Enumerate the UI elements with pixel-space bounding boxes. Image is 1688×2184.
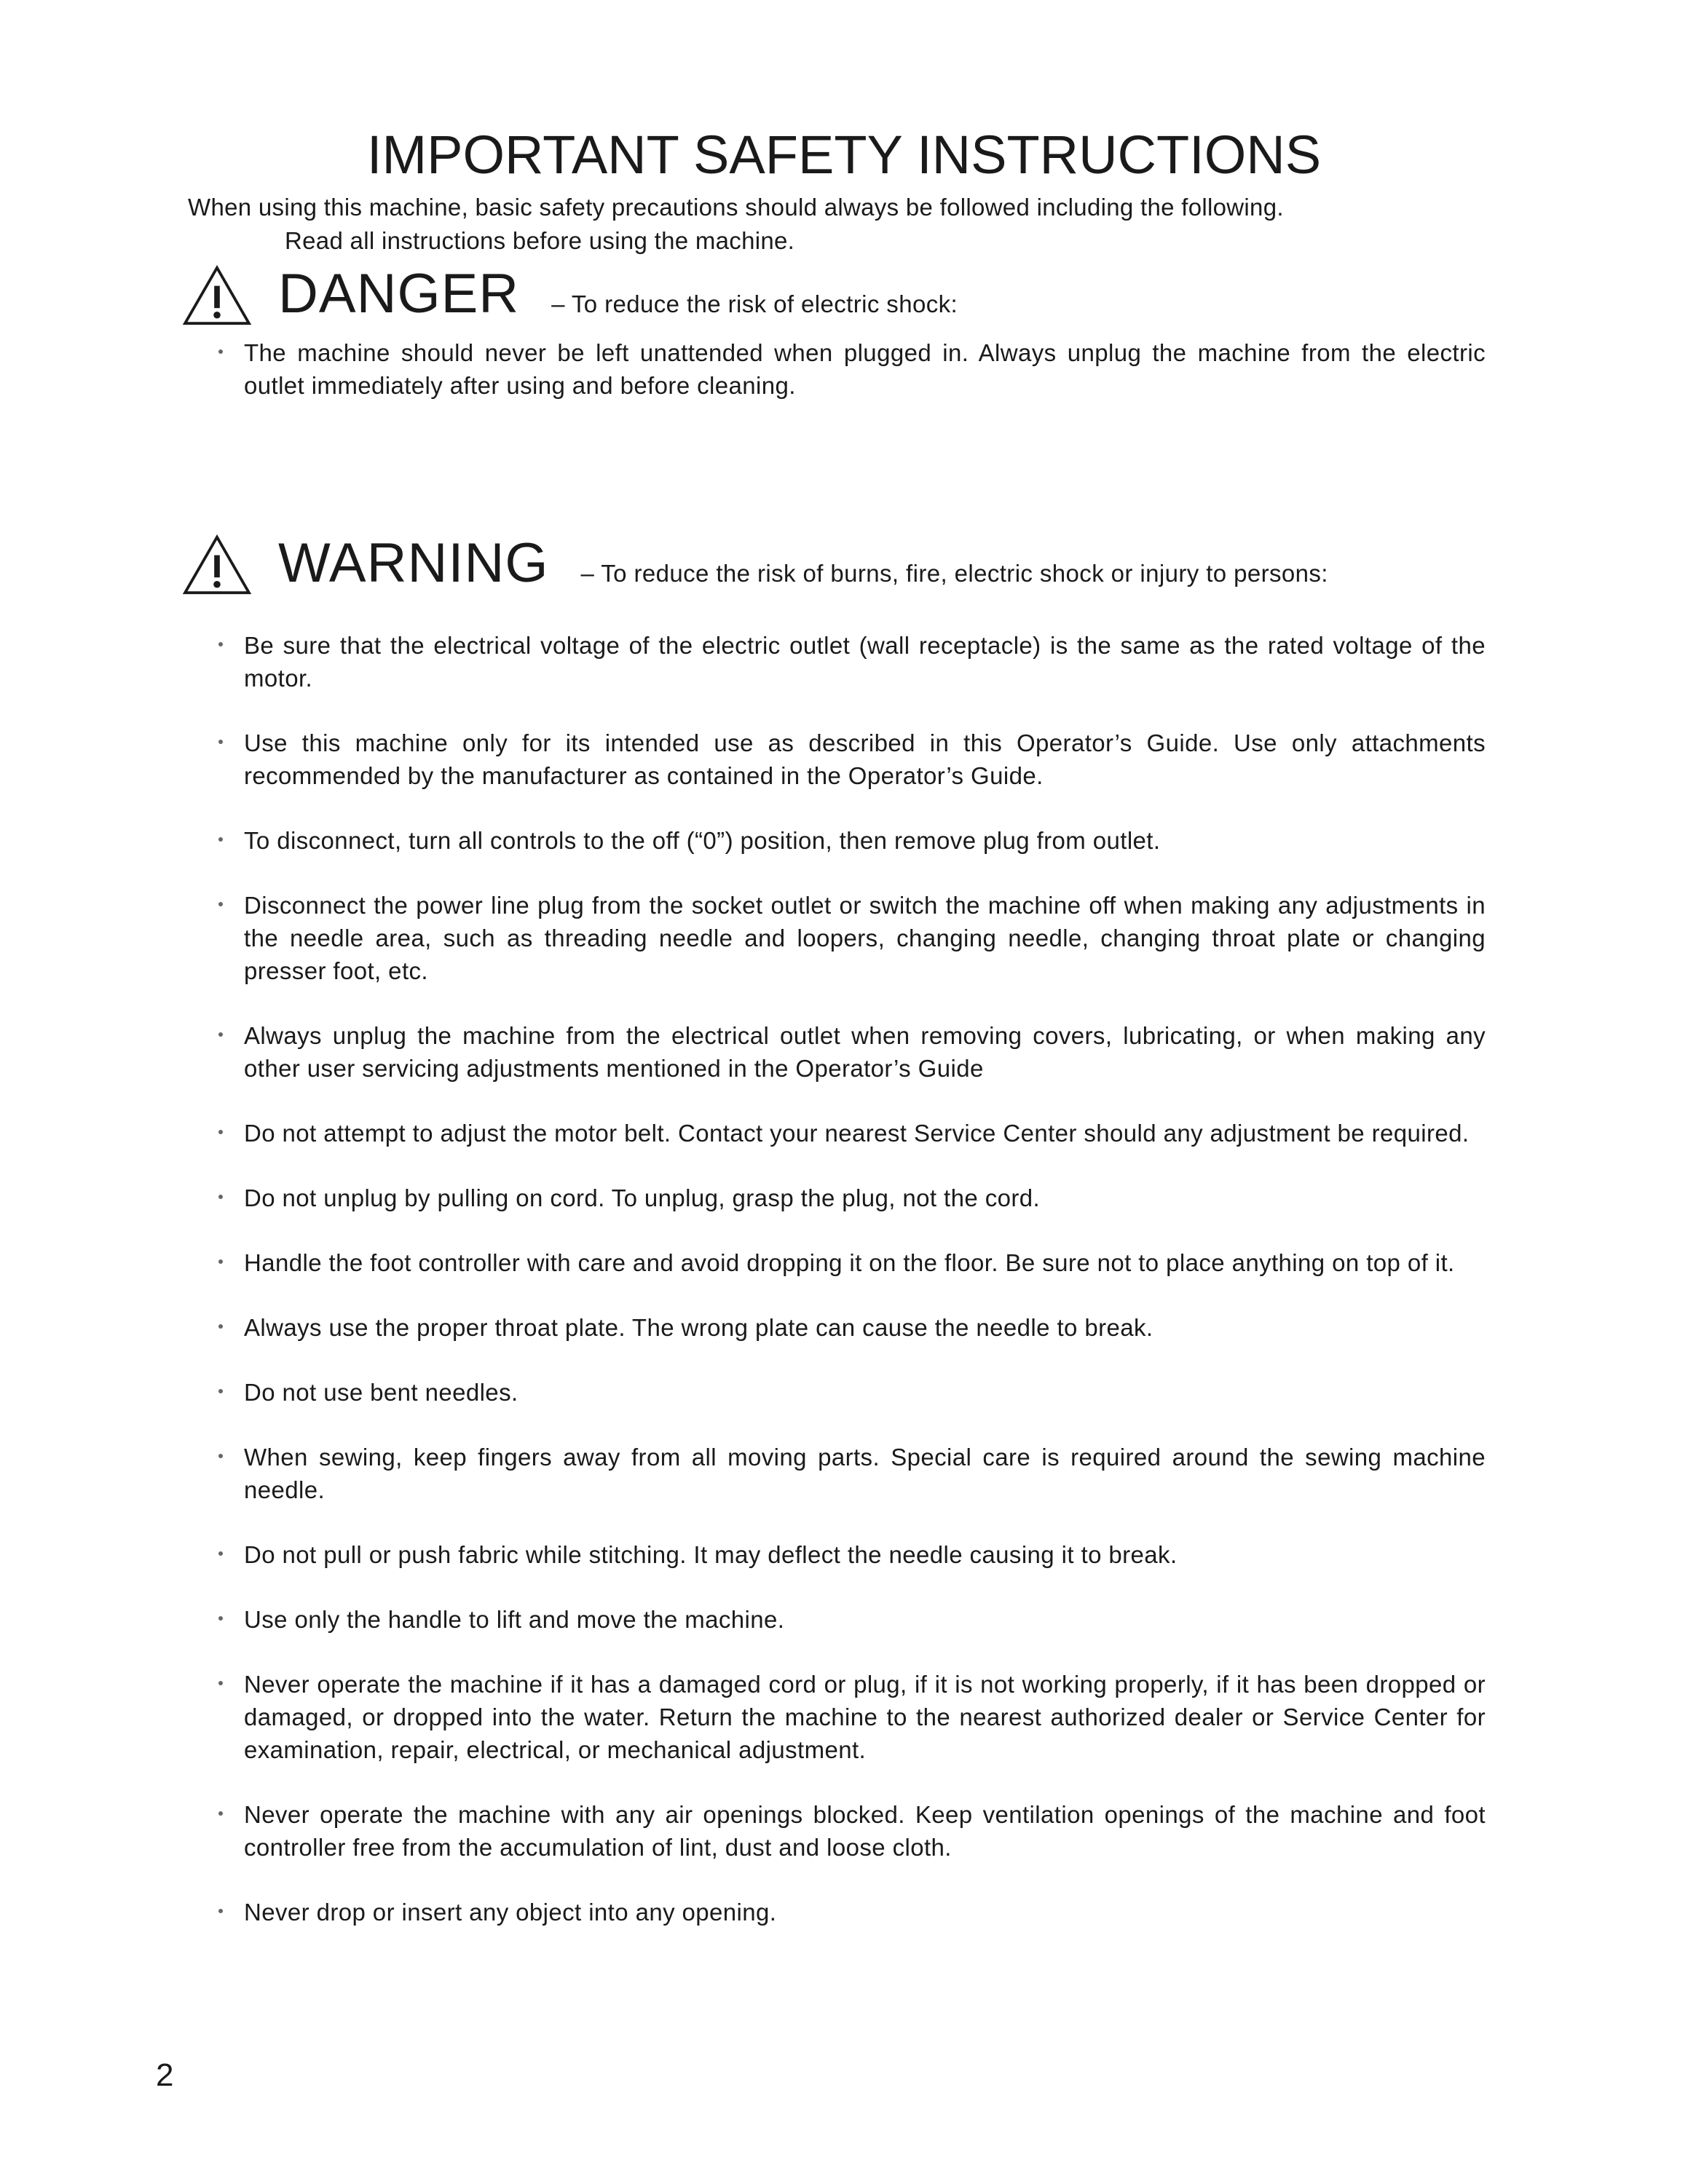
warning-label: WARNING <box>278 532 549 594</box>
list-item: Never operate the machine with any air openings blocked. Keep ventilation openings of the machine and foot controller free from the accumulation of lint, dust and loose cloth. <box>218 1798 1486 1864</box>
danger-list <box>218 336 1486 402</box>
bullet-icon <box>218 1616 223 1621</box>
danger-subtitle: – To reduce the risk of electric shock: <box>551 290 958 317</box>
list-item: Do not unplug by pulling on cord. To unplug, grasp the plug, not the cord. <box>218 1182 1486 1214</box>
list-item: Handle the foot controller with care and avoid dropping it on the floor. Be sure not to place anything on top of it. <box>218 1246 1486 1279</box>
bullet-icon <box>218 902 223 906</box>
bullet-icon <box>218 837 223 842</box>
bullet-icon <box>218 642 223 646</box>
warning-heading <box>182 534 1328 596</box>
bullet-icon <box>218 1324 223 1329</box>
list-item: Be sure that the electrical voltage of the electric outlet (wall receptacle) is the same as the rated voltage of the motor. <box>218 629 1486 695</box>
bullet-icon <box>218 1811 223 1816</box>
intro-line-2: Read all instructions before using the machine. <box>285 227 795 254</box>
list-item: Disconnect the power line plug from the socket outlet or switch the machine off when making any adjustments in the needle area, such as threading needle and loopers, changing needle, changing throat plate or changing presser foot, etc. <box>218 889 1486 987</box>
bullet-icon <box>218 349 223 354</box>
warning-triangle-icon <box>182 265 252 326</box>
page-number: 2 <box>156 2057 174 2093</box>
list-item: Do not pull or push fabric while stitching. It may deflect the needle causing it to break. <box>218 1538 1486 1571</box>
list-item: Always unplug the machine from the electrical outlet when removing covers, lubricating, or when making any other user servicing adjustments mentioned in the Operator’s Guide <box>218 1019 1486 1085</box>
bullet-icon <box>218 1259 223 1264</box>
warning-triangle-icon <box>182 534 252 596</box>
bullet-icon <box>218 1454 223 1458</box>
list-item: Use this machine only for its intended use as described in this Operator’s Guide. Use only attachments recommended by the manufacturer as contained in the Operator’s Guide. <box>218 727 1486 792</box>
page-title: IMPORTANT SAFETY INSTRUCTIONS <box>366 124 1322 185</box>
bullet-icon <box>218 1909 223 1913</box>
list-item: Never operate the machine if it has a damaged cord or plug, if it is not working properly, if it has been dropped or damaged, or dropped into the water. Return the machine to the nearest authorized dealer or Service Center for examination, repair, electrical, or mechanical adjustment. <box>218 1668 1486 1766</box>
intro-line-1: When using this machine, basic safety precautions should always be followed including the following. <box>188 194 1284 221</box>
bullet-icon <box>218 740 223 744</box>
intro-text <box>188 191 1284 258</box>
list-item: Always use the proper throat plate. The wrong plate can cause the needle to break. <box>218 1311 1486 1344</box>
list-item: Use only the handle to lift and move the machine. <box>218 1603 1486 1636</box>
bullet-icon <box>218 1195 223 1199</box>
list-item: To disconnect, turn all controls to the off (“0”) position, then remove plug from outlet. <box>218 824 1486 857</box>
list-item: The machine should never be left unattended when plugged in. Always unplug the machine from the electric outlet immediately after using and before cleaning. <box>218 336 1486 402</box>
danger-label: DANGER <box>278 263 520 325</box>
bullet-icon <box>218 1681 223 1685</box>
bullet-icon <box>218 1389 223 1393</box>
bullet-icon <box>218 1130 223 1134</box>
warning-list <box>218 629 1486 1961</box>
list-item: Do not attempt to adjust the motor belt. Contact your nearest Service Center should any adjustment be required. <box>218 1117 1486 1150</box>
list-item: When sewing, keep fingers away from all moving parts. Special care is required around the sewing machine needle. <box>218 1441 1486 1506</box>
warning-subtitle: – To reduce the risk of burns, fire, electric shock or injury to persons: <box>580 560 1328 587</box>
danger-heading <box>182 265 958 326</box>
list-item: Never drop or insert any object into any opening. <box>218 1896 1486 1928</box>
list-item: Do not use bent needles. <box>218 1376 1486 1409</box>
bullet-icon <box>218 1032 223 1037</box>
bullet-icon <box>218 1551 223 1556</box>
